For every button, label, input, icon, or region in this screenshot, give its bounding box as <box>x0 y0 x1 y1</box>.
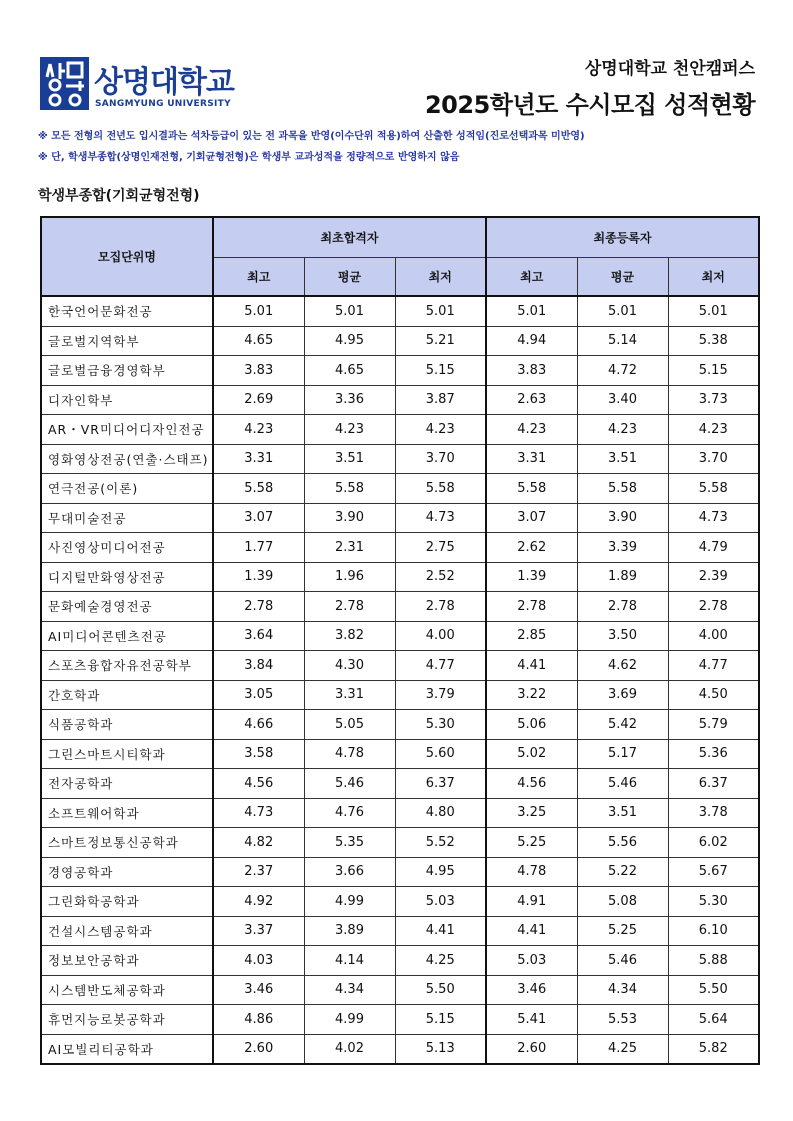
cell-final-max: 2.63 <box>486 385 577 415</box>
cell-initial-avg: 5.58 <box>304 474 395 504</box>
cell-final-max: 4.56 <box>486 769 577 799</box>
cell-initial-min: 2.75 <box>395 533 486 563</box>
header-initial-admits: 최초합격자 <box>213 217 486 258</box>
unit-name-cell: 간호학과 <box>41 680 213 710</box>
cell-initial-max: 5.58 <box>213 474 304 504</box>
cell-final-min: 5.88 <box>668 946 759 976</box>
cell-final-avg: 5.22 <box>577 857 668 887</box>
cell-initial-avg: 5.46 <box>304 769 395 799</box>
cell-initial-min: 5.50 <box>395 975 486 1005</box>
table-body <box>41 296 759 1064</box>
unit-name-cell: 그린화학공학과 <box>41 887 213 917</box>
cell-final-max: 3.83 <box>486 356 577 386</box>
cell-final-avg: 1.89 <box>577 562 668 592</box>
cell-final-avg: 5.58 <box>577 474 668 504</box>
cell-final-min: 4.23 <box>668 415 759 445</box>
cell-final-avg: 4.34 <box>577 975 668 1005</box>
cell-final-avg: 3.40 <box>577 385 668 415</box>
cell-initial-avg: 3.66 <box>304 857 395 887</box>
unit-name-cell: 소프트웨어학과 <box>41 798 213 828</box>
cell-initial-avg: 4.99 <box>304 1005 395 1035</box>
cell-initial-avg: 4.34 <box>304 975 395 1005</box>
header-initial-min: 최저 <box>395 258 486 297</box>
cell-initial-max: 2.69 <box>213 385 304 415</box>
table-row <box>41 739 759 769</box>
cell-initial-avg: 5.01 <box>304 296 395 326</box>
cell-initial-min: 5.52 <box>395 828 486 858</box>
cell-final-max: 3.07 <box>486 503 577 533</box>
notes <box>38 126 585 168</box>
table-row <box>41 444 759 474</box>
cell-initial-max: 3.58 <box>213 739 304 769</box>
cell-initial-avg: 4.02 <box>304 1034 395 1064</box>
cell-final-max: 5.06 <box>486 710 577 740</box>
cell-initial-avg: 4.76 <box>304 798 395 828</box>
page-header <box>425 54 755 120</box>
cell-initial-avg: 4.99 <box>304 887 395 917</box>
unit-name-cell: AR・VR미디어디자인전공 <box>41 415 213 445</box>
cell-initial-max: 3.83 <box>213 356 304 386</box>
cell-initial-avg: 3.36 <box>304 385 395 415</box>
cell-final-avg: 5.53 <box>577 1005 668 1035</box>
unit-name-cell: 디지털만화영상전공 <box>41 562 213 592</box>
unit-name-cell: 시스템반도체공학과 <box>41 975 213 1005</box>
cell-initial-max: 3.46 <box>213 975 304 1005</box>
cell-final-avg: 3.39 <box>577 533 668 563</box>
cell-final-min: 6.10 <box>668 916 759 946</box>
cell-final-avg: 5.56 <box>577 828 668 858</box>
cell-initial-min: 4.80 <box>395 798 486 828</box>
cell-final-avg: 4.25 <box>577 1034 668 1064</box>
cell-final-max: 3.22 <box>486 680 577 710</box>
table-row <box>41 415 759 445</box>
campus-title: 상명대학교 천안캠퍼스 <box>584 59 755 79</box>
cell-final-max: 4.78 <box>486 857 577 887</box>
note-line: ※ 모든 전형의 전년도 입시결과는 석차등급이 있는 전 과목을 반영(이수단위 적용)하여 산출한 성적임(진로선택과목 미반영) <box>38 131 585 142</box>
cell-initial-avg: 5.35 <box>304 828 395 858</box>
cell-initial-min: 3.87 <box>395 385 486 415</box>
university-emblem <box>40 57 89 110</box>
cell-initial-max: 3.64 <box>213 621 304 651</box>
unit-name-cell: 디자인학부 <box>41 385 213 415</box>
unit-name-cell: 스마트정보통신공학과 <box>41 828 213 858</box>
cell-final-min: 4.79 <box>668 533 759 563</box>
cell-initial-min: 3.70 <box>395 444 486 474</box>
cell-final-min: 4.50 <box>668 680 759 710</box>
cell-initial-max: 1.77 <box>213 533 304 563</box>
cell-final-max: 5.41 <box>486 1005 577 1035</box>
cell-final-max: 5.25 <box>486 828 577 858</box>
cell-final-avg: 5.25 <box>577 916 668 946</box>
table-row <box>41 1005 759 1035</box>
cell-initial-min: 5.30 <box>395 710 486 740</box>
cell-final-min: 4.77 <box>668 651 759 681</box>
cell-initial-max: 3.07 <box>213 503 304 533</box>
cell-initial-max: 4.65 <box>213 326 304 356</box>
table-row <box>41 916 759 946</box>
table-row <box>41 503 759 533</box>
unit-name-cell: 연극전공(이론) <box>41 474 213 504</box>
cell-final-max: 4.23 <box>486 415 577 445</box>
cell-final-max: 2.62 <box>486 533 577 563</box>
cell-initial-avg: 4.95 <box>304 326 395 356</box>
section-title: 학생부종합(기회균형전형) <box>38 188 200 204</box>
table-row <box>41 680 759 710</box>
cell-initial-max: 5.01 <box>213 296 304 326</box>
unit-name-cell: 무대미술전공 <box>41 503 213 533</box>
cell-initial-max: 4.23 <box>213 415 304 445</box>
cell-initial-min: 5.21 <box>395 326 486 356</box>
table-row <box>41 562 759 592</box>
cell-final-avg: 5.14 <box>577 326 668 356</box>
cell-final-avg: 5.17 <box>577 739 668 769</box>
table-row <box>41 975 759 1005</box>
cell-initial-avg: 3.89 <box>304 916 395 946</box>
cell-final-min: 5.38 <box>668 326 759 356</box>
cell-final-avg: 4.23 <box>577 415 668 445</box>
cell-final-min: 5.82 <box>668 1034 759 1064</box>
table-row <box>41 474 759 504</box>
header-final-registrants: 최종등록자 <box>486 217 759 258</box>
table-row <box>41 857 759 887</box>
logo-name-korean: 상명대학교 <box>94 65 234 100</box>
table-row <box>41 533 759 563</box>
cell-final-avg: 5.42 <box>577 710 668 740</box>
cell-final-min: 5.58 <box>668 474 759 504</box>
cell-final-max: 4.91 <box>486 887 577 917</box>
table-row <box>41 1034 759 1064</box>
cell-final-max: 2.78 <box>486 592 577 622</box>
unit-name-cell: 식품공학과 <box>41 710 213 740</box>
unit-name-cell: 그린스마트시티학과 <box>41 739 213 769</box>
table-row <box>41 592 759 622</box>
cell-final-min: 2.39 <box>668 562 759 592</box>
unit-name-cell: 정보보안공학과 <box>41 946 213 976</box>
page-title: 2025학년도 수시모집 성적현황 <box>424 91 755 119</box>
cell-final-min: 4.73 <box>668 503 759 533</box>
cell-final-avg: 2.78 <box>577 592 668 622</box>
cell-final-max: 5.03 <box>486 946 577 976</box>
cell-initial-avg: 2.31 <box>304 533 395 563</box>
unit-name-cell: 사진영상미디어전공 <box>41 533 213 563</box>
unit-name-cell: 한국언어문화전공 <box>41 296 213 326</box>
cell-initial-max: 3.84 <box>213 651 304 681</box>
cell-initial-min: 4.41 <box>395 916 486 946</box>
cell-final-min: 5.79 <box>668 710 759 740</box>
header-final-avg: 평균 <box>577 258 668 297</box>
cell-final-avg: 3.90 <box>577 503 668 533</box>
unit-name-cell: 글로벌금융경영학부 <box>41 356 213 386</box>
cell-initial-max: 2.78 <box>213 592 304 622</box>
cell-final-min: 5.50 <box>668 975 759 1005</box>
unit-name-cell: 스포츠융합자유전공학부 <box>41 651 213 681</box>
cell-final-min: 4.00 <box>668 621 759 651</box>
cell-initial-min: 5.01 <box>395 296 486 326</box>
cell-final-min: 6.02 <box>668 828 759 858</box>
cell-initial-min: 5.13 <box>395 1034 486 1064</box>
table-row <box>41 385 759 415</box>
cell-initial-max: 3.05 <box>213 680 304 710</box>
table-row <box>41 651 759 681</box>
cell-initial-avg: 3.31 <box>304 680 395 710</box>
table-row <box>41 356 759 386</box>
cell-initial-max: 4.82 <box>213 828 304 858</box>
cell-initial-max: 4.86 <box>213 1005 304 1035</box>
cell-final-avg: 5.46 <box>577 769 668 799</box>
cell-final-avg: 5.08 <box>577 887 668 917</box>
table-row <box>41 710 759 740</box>
table-row <box>41 326 759 356</box>
cell-final-max: 5.01 <box>486 296 577 326</box>
cell-final-avg: 4.62 <box>577 651 668 681</box>
cell-final-max: 5.02 <box>486 739 577 769</box>
cell-final-min: 5.64 <box>668 1005 759 1035</box>
cell-initial-max: 1.39 <box>213 562 304 592</box>
unit-name-cell: 전자공학과 <box>41 769 213 799</box>
header-initial-avg: 평균 <box>304 258 395 297</box>
header-final-min: 최저 <box>668 258 759 297</box>
header-unit: 모집단위명 <box>41 217 213 296</box>
cell-final-avg: 3.51 <box>577 798 668 828</box>
cell-final-max: 2.85 <box>486 621 577 651</box>
unit-name-cell: AI모빌리티공학과 <box>41 1034 213 1064</box>
header-final-max: 최고 <box>486 258 577 297</box>
unit-name-cell: 휴먼지능로봇공학과 <box>41 1005 213 1035</box>
cell-final-max: 3.46 <box>486 975 577 1005</box>
cell-initial-avg: 5.05 <box>304 710 395 740</box>
cell-initial-max: 4.56 <box>213 769 304 799</box>
university-logo <box>40 57 240 113</box>
cell-initial-avg: 4.78 <box>304 739 395 769</box>
cell-initial-min: 4.25 <box>395 946 486 976</box>
cell-initial-min: 5.58 <box>395 474 486 504</box>
table-row <box>41 296 759 326</box>
unit-name-cell: 건설시스템공학과 <box>41 916 213 946</box>
table-row <box>41 621 759 651</box>
cell-initial-min: 5.03 <box>395 887 486 917</box>
table-row <box>41 828 759 858</box>
cell-initial-min: 4.23 <box>395 415 486 445</box>
cell-initial-avg: 3.82 <box>304 621 395 651</box>
cell-final-max: 4.94 <box>486 326 577 356</box>
note-line: ※ 단, 학생부종합(상명인재전형, 기회균형전형)은 학생부 교과성적을 정량적으로 반영하지 않음 <box>38 152 460 163</box>
cell-initial-min: 6.37 <box>395 769 486 799</box>
cell-final-max: 4.41 <box>486 651 577 681</box>
cell-initial-min: 2.52 <box>395 562 486 592</box>
table-row <box>41 798 759 828</box>
unit-name-cell: 문화예술경영전공 <box>41 592 213 622</box>
cell-final-min: 3.78 <box>668 798 759 828</box>
unit-name-cell: 영화영상전공(연출·스태프) <box>41 444 213 474</box>
cell-initial-avg: 4.23 <box>304 415 395 445</box>
cell-initial-avg: 4.65 <box>304 356 395 386</box>
cell-initial-avg: 2.78 <box>304 592 395 622</box>
logo-name-english: SANGMYUNG UNIVERSITY <box>95 99 231 109</box>
cell-initial-min: 5.15 <box>395 356 486 386</box>
cell-final-min: 2.78 <box>668 592 759 622</box>
cell-final-avg: 3.51 <box>577 444 668 474</box>
cell-final-min: 5.67 <box>668 857 759 887</box>
cell-initial-min: 3.79 <box>395 680 486 710</box>
cell-initial-max: 3.37 <box>213 916 304 946</box>
unit-name-cell: AI미디어콘텐츠전공 <box>41 621 213 651</box>
grade-table <box>40 216 760 1065</box>
cell-initial-avg: 3.51 <box>304 444 395 474</box>
table-row <box>41 769 759 799</box>
table-row <box>41 887 759 917</box>
cell-initial-max: 3.31 <box>213 444 304 474</box>
cell-initial-max: 4.66 <box>213 710 304 740</box>
cell-initial-max: 2.37 <box>213 857 304 887</box>
cell-final-min: 5.36 <box>668 739 759 769</box>
unit-name-cell: 경영공학과 <box>41 857 213 887</box>
cell-final-min: 3.70 <box>668 444 759 474</box>
cell-final-min: 5.01 <box>668 296 759 326</box>
table-row <box>41 946 759 976</box>
emblem-graphic <box>40 57 89 110</box>
cell-initial-avg: 3.90 <box>304 503 395 533</box>
cell-initial-min: 2.78 <box>395 592 486 622</box>
cell-final-max: 3.25 <box>486 798 577 828</box>
cell-initial-min: 4.73 <box>395 503 486 533</box>
cell-final-max: 3.31 <box>486 444 577 474</box>
cell-final-avg: 5.01 <box>577 296 668 326</box>
cell-final-max: 1.39 <box>486 562 577 592</box>
cell-initial-avg: 4.14 <box>304 946 395 976</box>
cell-initial-avg: 1.96 <box>304 562 395 592</box>
cell-initial-min: 4.95 <box>395 857 486 887</box>
cell-initial-min: 5.15 <box>395 1005 486 1035</box>
cell-final-min: 5.30 <box>668 887 759 917</box>
cell-initial-max: 2.60 <box>213 1034 304 1064</box>
cell-final-avg: 3.69 <box>577 680 668 710</box>
cell-initial-max: 4.03 <box>213 946 304 976</box>
unit-name-cell: 글로벌지역학부 <box>41 326 213 356</box>
header-initial-max: 최고 <box>213 258 304 297</box>
cell-final-max: 5.58 <box>486 474 577 504</box>
cell-initial-min: 4.00 <box>395 621 486 651</box>
cell-final-avg: 5.46 <box>577 946 668 976</box>
cell-initial-min: 5.60 <box>395 739 486 769</box>
cell-initial-min: 4.77 <box>395 651 486 681</box>
cell-final-max: 2.60 <box>486 1034 577 1064</box>
cell-initial-avg: 4.30 <box>304 651 395 681</box>
cell-final-min: 5.15 <box>668 356 759 386</box>
cell-final-avg: 3.50 <box>577 621 668 651</box>
cell-final-min: 3.73 <box>668 385 759 415</box>
cell-final-min: 6.37 <box>668 769 759 799</box>
cell-final-avg: 4.72 <box>577 356 668 386</box>
cell-initial-max: 4.92 <box>213 887 304 917</box>
cell-final-max: 4.41 <box>486 916 577 946</box>
cell-initial-max: 4.73 <box>213 798 304 828</box>
